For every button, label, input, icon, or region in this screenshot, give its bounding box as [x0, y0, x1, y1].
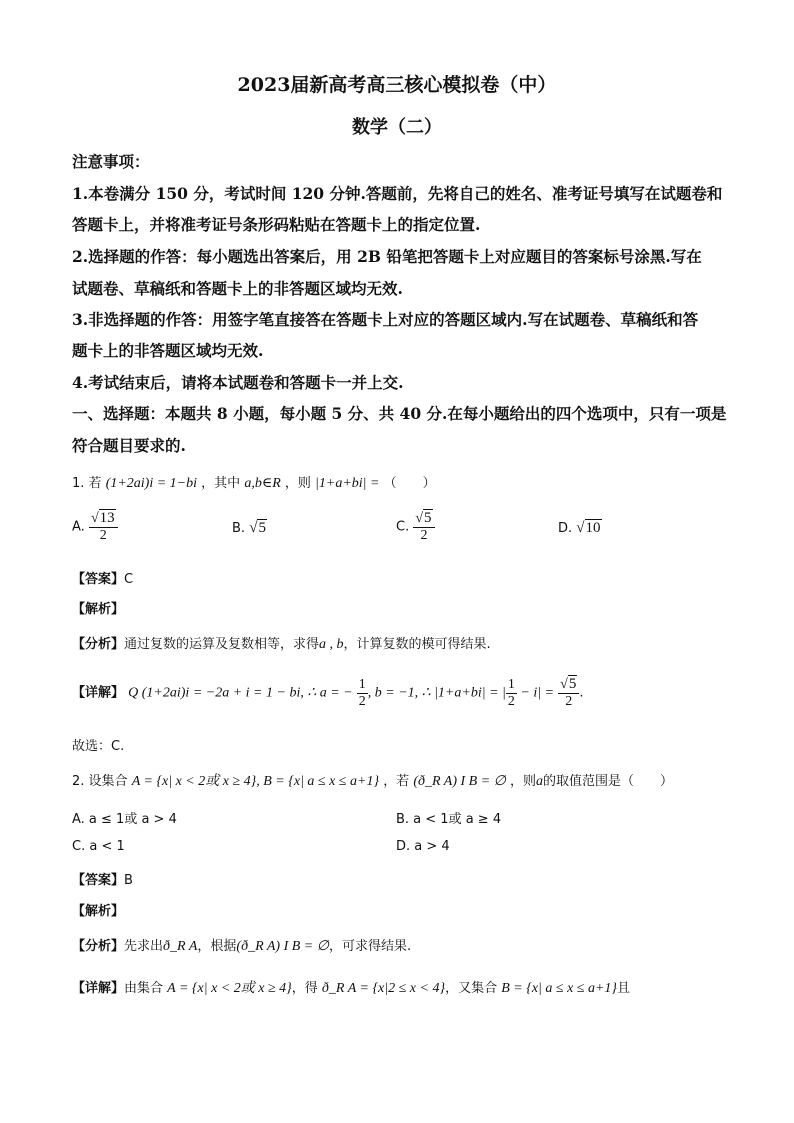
q1-option-a-label: A.: [72, 519, 85, 535]
q2-answer-tag: 【答案】: [72, 873, 125, 888]
q2-analysis-expr2: (ð_R A) I B = ∅: [236, 939, 329, 954]
q2-answer: [72, 869, 133, 888]
exam-title: 2023届新高考高三核心模拟卷（中）: [237, 74, 557, 96]
q2-analysis-a: 先求出: [124, 939, 164, 954]
q1-option-a: [72, 510, 118, 544]
q1-answer-tag: 【答案】: [72, 572, 125, 587]
q2-option-c: C. a < 1: [72, 839, 125, 854]
q2-detail-complement: ð_R A = {x|2 ≤ x < 4}: [321, 981, 446, 996]
q1-analysis-tag: 【分析】: [72, 637, 125, 652]
q2-analysis-b: ，根据: [197, 939, 237, 954]
q1-option-a-num: 13: [99, 510, 115, 526]
q2-detail-tag: 【详解】: [72, 981, 125, 996]
notice-heading: 注意事项：: [72, 152, 150, 171]
q1-option-a-den: 2: [99, 528, 107, 543]
q1-analysis-end: ，计算复数的模可得结果.: [343, 637, 491, 652]
q1-option-c-num: 5: [424, 510, 432, 526]
q2-answer-value: B: [124, 873, 133, 888]
q1-detail-frac-n: 1: [358, 676, 366, 692]
q2-sets: A = {x| x < 2或 x ≥ 4}, B = {x| a ≤ x ≤ a+1}: [131, 774, 380, 789]
q2-jiexi: 【解析】: [72, 904, 125, 919]
section-heading-line-2: 符合题目要求的.: [72, 436, 186, 455]
notice-line-6: 题卡上的非答题区域均无效.: [72, 341, 264, 360]
q1-detail-result-d: 2: [565, 694, 573, 709]
q1-detail-a: Q (1+2ai)i = −2a + i = 1 − bi, ∴ a = −: [128, 685, 353, 701]
q1-option-a-fraction: $\frac{√13}{2}$: [89, 510, 118, 544]
q1-blank: （ ）: [383, 476, 436, 491]
q1-answer: [72, 568, 133, 587]
notice-line-4: 试题卷、草稿纸和答题卡上的非答题区域均无效.: [72, 279, 403, 298]
notice-line-1: 1.本卷满分 150 分，考试时间 120 分钟.答题前，先将自己的姓名、准考证号填写在试题卷和: [72, 184, 723, 203]
q1-detail-frac2-d: 2: [507, 693, 515, 709]
notice-line-2: 答题卡上，并将准考证号条形码粘贴在答题卡上的指定位置.: [72, 215, 481, 234]
notice-line-3: 2.选择题的作答：每小题选出答案后，用 2B 铅笔把答题卡上对应题目的答案标号涂黑.写在: [72, 247, 702, 266]
q1-detail-frac: [357, 677, 368, 710]
q1-conclusion: 故选：C.: [72, 739, 125, 754]
exam-subtitle: 数学（二）: [352, 117, 442, 138]
q2-detail-setA: A = {x| x < 2或 x ≥ 4}: [167, 981, 292, 996]
q1-detail-frac-d: 2: [358, 693, 366, 709]
q1-analysis: [72, 633, 491, 653]
q1-stem: [72, 472, 436, 492]
q1-prefix: 1. 若: [72, 476, 102, 491]
q1-option-c: [396, 510, 435, 544]
q2-stem: [72, 770, 673, 790]
q1-option-b-rad: 5: [258, 520, 266, 536]
q2-detail: [72, 977, 630, 997]
q1-detail-frac2-n: 1: [507, 676, 515, 692]
q1-option-d: D. √10: [558, 520, 601, 536]
q2-option-a: A. a ≤ 1或 a > 4: [72, 812, 177, 827]
q1-option-d-rad: 10: [585, 520, 601, 536]
q1-detail-result: $\frac{√5}{2}$: [558, 676, 579, 710]
q2-detail-d: 且: [617, 981, 631, 996]
q2-detail-b: ，得: [291, 981, 318, 996]
q1-equation: (1+2ai)i = 1−bi: [105, 476, 198, 491]
q1-option-c-den: 2: [420, 528, 428, 543]
q1-detail-c: − i| =: [516, 685, 555, 701]
q1-answer-value: C: [124, 572, 134, 587]
q2-ask: 的取值范围是（ ）: [543, 774, 674, 789]
q2-var: a: [536, 774, 544, 789]
q2-analysis: [72, 935, 411, 955]
q2-analysis-tag: 【分析】: [72, 939, 125, 954]
q2-analysis-expr: ð_R A: [163, 939, 198, 954]
q1-mid2: ，则: [284, 476, 311, 491]
section-heading-line-1: 一、选择题：本题共 8 小题，每小题 5 分、共 40 分.在每小题给出的四个选项中，只有一项是: [72, 404, 727, 423]
notice-line-5: 3.非选择题的作答：用签字笔直接答在答题卡上对应的答题区域内.写在试题卷、草稿纸和答: [72, 310, 699, 329]
q1-detail: [72, 676, 583, 710]
q1-mid: ，其中: [201, 476, 241, 491]
q1-detail-end: .: [579, 685, 584, 701]
q2-detail-a: 由集合: [124, 981, 164, 996]
q1-jiexi: 【解析】: [72, 602, 125, 617]
q1-analysis-text: 通过复数的运算及复数相等，求得: [124, 637, 320, 652]
q1-option-b-label: B.: [232, 521, 246, 536]
q2-analysis-c: ，可求得结果.: [328, 939, 412, 954]
q1-option-d-label: D.: [558, 521, 573, 536]
q2-option-b: B. a < 1或 a ≥ 4: [396, 812, 502, 827]
q1-ask: |1+a+bi| =: [315, 476, 380, 491]
q1-option-c-label: C.: [396, 519, 410, 535]
q2-prefix: 2. 设集合: [72, 774, 128, 789]
q1-detail-result-n: 5: [568, 676, 577, 692]
q1-detail-frac2: [506, 677, 517, 710]
q2-condition: (ð_R A) I B = ∅: [413, 774, 506, 789]
q2-option-d: D. a > 4: [396, 839, 450, 854]
q1-condition: a,b∈R: [244, 476, 281, 491]
q1-option-b: B. √5: [232, 520, 266, 536]
q1-detail-b: , b = −1, ∴ |1+a+bi| = |: [367, 685, 506, 701]
q2-detail-c: ，又集合: [445, 981, 498, 996]
q2-detail-setB: B = {x| a ≤ x ≤ a+1}: [501, 981, 618, 996]
q2-tail: ，则: [510, 774, 537, 789]
q1-analysis-vars: a , b: [319, 637, 344, 652]
q2-mid: ，若: [383, 774, 410, 789]
q1-option-c-fraction: $\frac{√5}{2}$: [413, 510, 434, 544]
notice-line-7: 4.考试结束后，请将本试题卷和答题卡一并上交.: [72, 373, 404, 392]
q1-detail-tag: 【详解】: [72, 685, 125, 701]
